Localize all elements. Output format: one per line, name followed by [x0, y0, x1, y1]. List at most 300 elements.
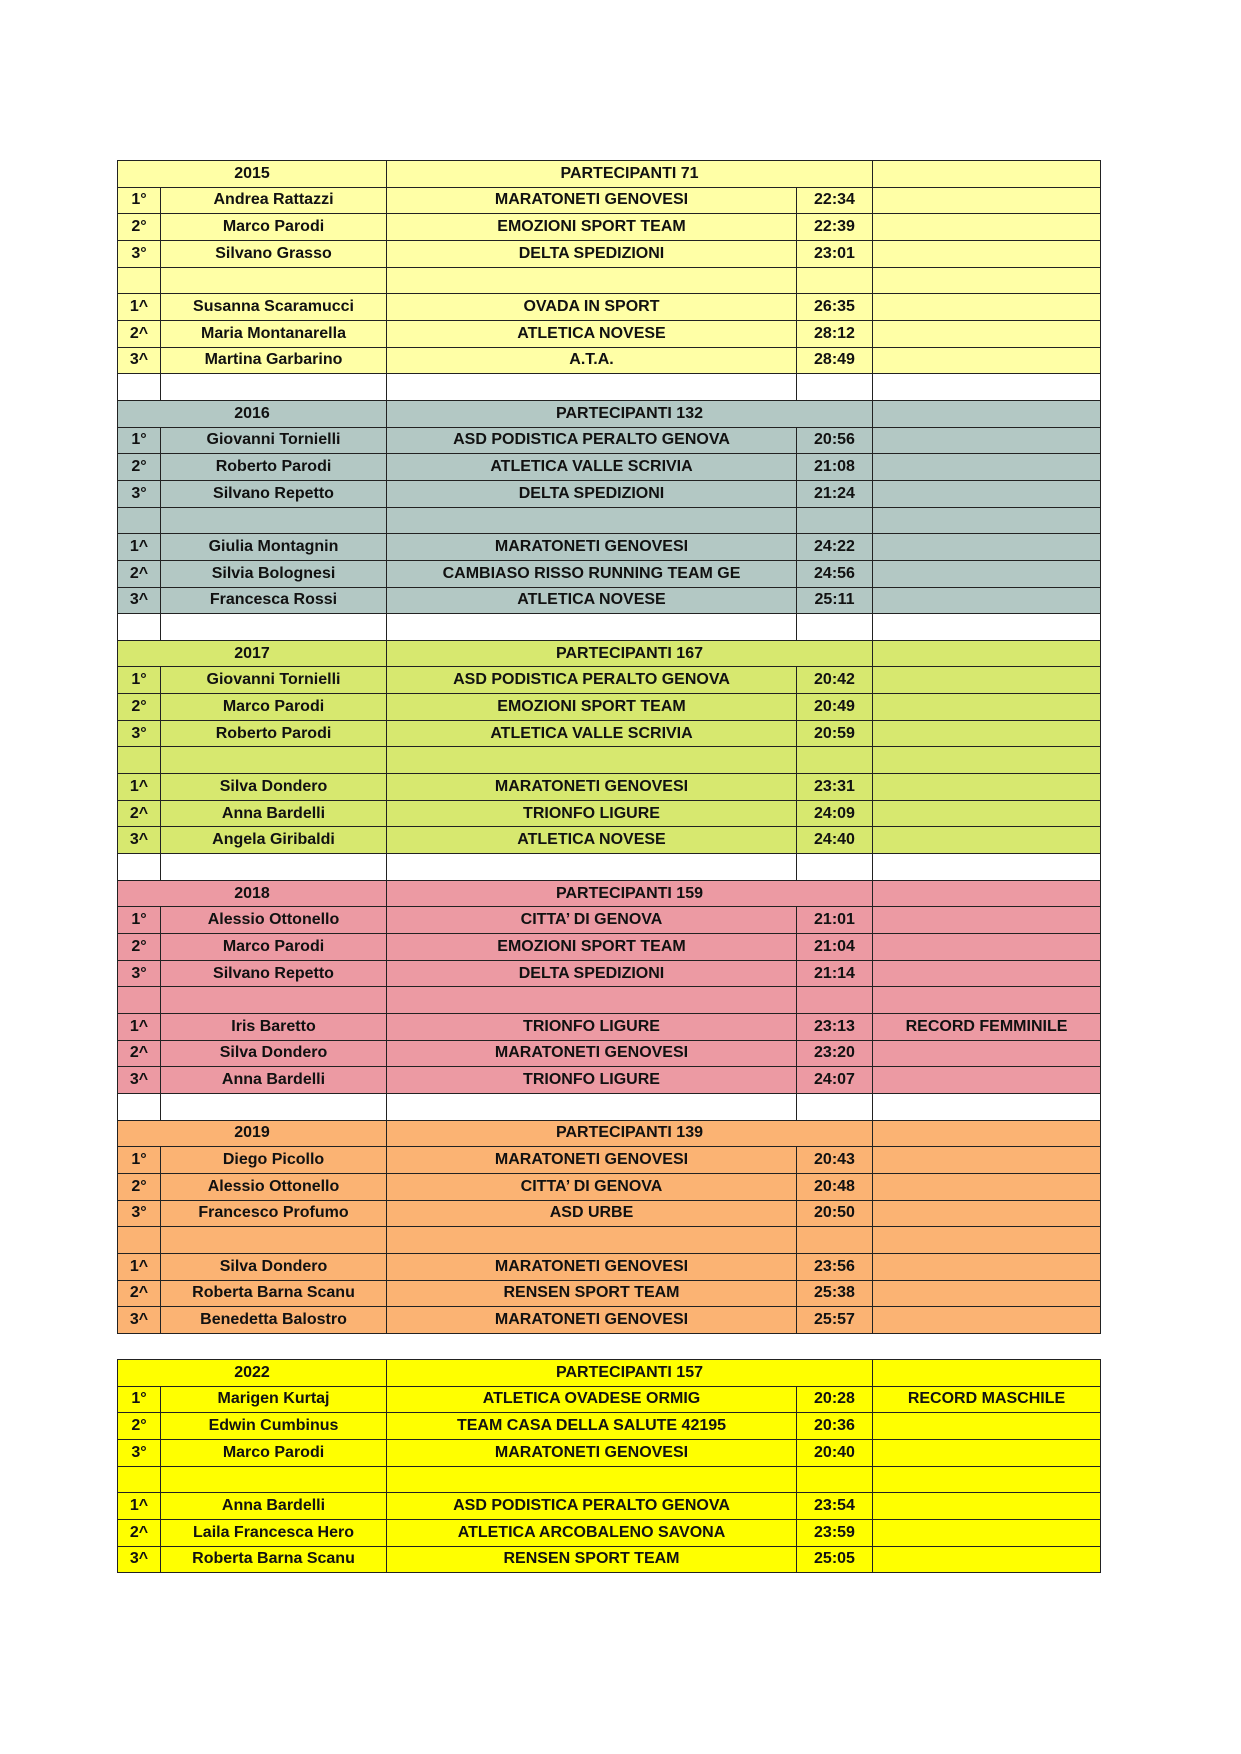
note-cell	[873, 1360, 1101, 1387]
empty-cell	[797, 854, 873, 881]
position: 1^	[118, 1014, 161, 1041]
empty-cell	[161, 1227, 387, 1254]
athlete-name: Marco Parodi	[161, 214, 387, 241]
women-result-row	[118, 1280, 1101, 1307]
team-name: TRIONFO LIGURE	[387, 1014, 797, 1041]
athlete-name: Alessio Ottonello	[161, 1173, 387, 1200]
athlete-name: Benedetta Balostro	[161, 1307, 387, 1334]
team-name: A.T.A.	[387, 347, 797, 374]
position: 3°	[118, 1439, 161, 1466]
year-header-row	[118, 1360, 1101, 1387]
empty-cell	[873, 854, 1101, 881]
empty-cell	[161, 614, 387, 641]
position: 3°	[118, 1200, 161, 1227]
empty-cell	[161, 1466, 387, 1493]
position: 3^	[118, 1307, 161, 1334]
athlete-name: Roberta Barna Scanu	[161, 1546, 387, 1573]
empty-cell	[797, 747, 873, 774]
team-name: ATLETICA ARCOBALENO SAVONA	[387, 1519, 797, 1546]
participants-label: PARTECIPANTI 157	[387, 1360, 873, 1387]
team-name: CAMBIASO RISSO RUNNING TEAM GE	[387, 560, 797, 587]
athlete-name: Diego Picollo	[161, 1147, 387, 1174]
spacer-row	[118, 854, 1101, 881]
note	[873, 1253, 1101, 1280]
position: 3°	[118, 720, 161, 747]
women-result-row	[118, 347, 1101, 374]
note	[873, 1493, 1101, 1520]
position: 3^	[118, 347, 161, 374]
note	[873, 1439, 1101, 1466]
team-name: ASD PODISTICA PERALTO GENOVA	[387, 1493, 797, 1520]
athlete-name: Silvano Grasso	[161, 240, 387, 267]
men-result-row	[118, 934, 1101, 961]
empty-cell	[161, 987, 387, 1014]
empty-cell	[161, 854, 387, 881]
note	[873, 427, 1101, 454]
note	[873, 240, 1101, 267]
note	[873, 534, 1101, 561]
team-name: ATLETICA VALLE SCRIVIA	[387, 454, 797, 481]
athlete-name: Laila Francesca Hero	[161, 1519, 387, 1546]
finish-time: 22:34	[797, 187, 873, 214]
women-result-row	[118, 1307, 1101, 1334]
empty-cell	[873, 507, 1101, 534]
note	[873, 587, 1101, 614]
empty-cell	[161, 374, 387, 401]
position: 2^	[118, 800, 161, 827]
position: 3°	[118, 960, 161, 987]
team-name: DELTA SPEDIZIONI	[387, 960, 797, 987]
women-result-row	[118, 534, 1101, 561]
note	[873, 214, 1101, 241]
men-result-row	[118, 960, 1101, 987]
year-header-row	[118, 1120, 1101, 1147]
finish-time: 20:42	[797, 667, 873, 694]
empty-cell	[797, 1093, 873, 1120]
women-result-row	[118, 1067, 1101, 1094]
note-cell	[873, 400, 1101, 427]
men-result-row	[118, 480, 1101, 507]
spacer-row	[118, 374, 1101, 401]
finish-time: 23:54	[797, 1493, 873, 1520]
note	[873, 1200, 1101, 1227]
note	[873, 1519, 1101, 1546]
separator-row	[118, 1466, 1101, 1493]
finish-time: 21:14	[797, 960, 873, 987]
empty-cell	[797, 374, 873, 401]
finish-time: 23:31	[797, 774, 873, 801]
men-result-row	[118, 1147, 1101, 1174]
empty-cell	[118, 1227, 161, 1254]
finish-time: 23:56	[797, 1253, 873, 1280]
position: 1°	[118, 1386, 161, 1413]
note	[873, 800, 1101, 827]
note-cell	[873, 880, 1101, 907]
team-name: ATLETICA NOVESE	[387, 320, 797, 347]
finish-time: 23:20	[797, 1040, 873, 1067]
empty-cell	[387, 614, 797, 641]
athlete-name: Silva Dondero	[161, 1253, 387, 1280]
separator-row	[118, 507, 1101, 534]
women-result-row	[118, 1493, 1101, 1520]
men-result-row	[118, 1413, 1101, 1440]
note	[873, 454, 1101, 481]
empty-cell	[873, 1093, 1101, 1120]
position: 1^	[118, 1493, 161, 1520]
team-name: MARATONETI GENOVESI	[387, 534, 797, 561]
position: 3^	[118, 827, 161, 854]
note	[873, 1307, 1101, 1334]
year-header-row	[118, 880, 1101, 907]
year-header-row	[118, 640, 1101, 667]
empty-cell	[873, 1466, 1101, 1493]
team-name: TRIONFO LIGURE	[387, 1067, 797, 1094]
empty-cell	[118, 267, 161, 294]
empty-cell	[797, 1227, 873, 1254]
women-result-row	[118, 294, 1101, 321]
athlete-name: Marco Parodi	[161, 934, 387, 961]
results-table-2022	[117, 1359, 1101, 1573]
note	[873, 720, 1101, 747]
women-result-row	[118, 587, 1101, 614]
empty-cell	[387, 987, 797, 1014]
athlete-name: Anna Bardelli	[161, 800, 387, 827]
note	[873, 560, 1101, 587]
position: 1^	[118, 534, 161, 561]
team-name: TEAM CASA DELLA SALUTE 42195	[387, 1413, 797, 1440]
team-name: MARATONETI GENOVESI	[387, 1439, 797, 1466]
athlete-name: Giulia Montagnin	[161, 534, 387, 561]
note	[873, 1147, 1101, 1174]
finish-time: 20:56	[797, 427, 873, 454]
results-table-2015-2019	[117, 160, 1101, 1334]
athlete-name: Francesca Rossi	[161, 587, 387, 614]
finish-time: 28:49	[797, 347, 873, 374]
empty-cell	[387, 1093, 797, 1120]
empty-cell	[873, 747, 1101, 774]
athlete-name: Francesco Profumo	[161, 1200, 387, 1227]
athlete-name: Marigen Kurtaj	[161, 1386, 387, 1413]
team-name: MARATONETI GENOVESI	[387, 1147, 797, 1174]
empty-cell	[118, 747, 161, 774]
note	[873, 774, 1101, 801]
finish-time: 23:59	[797, 1519, 873, 1546]
athlete-name: Alessio Ottonello	[161, 907, 387, 934]
empty-cell	[387, 374, 797, 401]
spacer-row	[118, 614, 1101, 641]
separator-row	[118, 267, 1101, 294]
finish-time: 20:40	[797, 1439, 873, 1466]
finish-time: 20:50	[797, 1200, 873, 1227]
empty-cell	[387, 267, 797, 294]
note	[873, 480, 1101, 507]
year-label: 2022	[118, 1360, 387, 1387]
empty-cell	[118, 987, 161, 1014]
empty-cell	[387, 747, 797, 774]
position: 1°	[118, 667, 161, 694]
finish-time: 26:35	[797, 294, 873, 321]
men-result-row	[118, 240, 1101, 267]
note	[873, 294, 1101, 321]
finish-time: 25:11	[797, 587, 873, 614]
empty-cell	[118, 374, 161, 401]
women-result-row	[118, 1546, 1101, 1573]
athlete-name: Silva Dondero	[161, 774, 387, 801]
participants-label: PARTECIPANTI 71	[387, 161, 873, 188]
note-cell	[873, 1120, 1101, 1147]
athlete-name: Martina Garbarino	[161, 347, 387, 374]
note: RECORD MASCHILE	[873, 1386, 1101, 1413]
team-name: MARATONETI GENOVESI	[387, 1307, 797, 1334]
position: 3^	[118, 1546, 161, 1573]
note	[873, 320, 1101, 347]
spacer-row	[118, 1093, 1101, 1120]
empty-cell	[118, 1466, 161, 1493]
finish-time: 28:12	[797, 320, 873, 347]
finish-time: 22:39	[797, 214, 873, 241]
women-result-row	[118, 827, 1101, 854]
position: 3°	[118, 240, 161, 267]
athlete-name: Roberto Parodi	[161, 720, 387, 747]
position: 1°	[118, 187, 161, 214]
note	[873, 1173, 1101, 1200]
finish-time: 24:09	[797, 800, 873, 827]
empty-cell	[161, 747, 387, 774]
position: 3^	[118, 1067, 161, 1094]
finish-time: 24:07	[797, 1067, 873, 1094]
empty-cell	[161, 1093, 387, 1120]
empty-cell	[387, 1227, 797, 1254]
men-result-row	[118, 667, 1101, 694]
empty-cell	[387, 507, 797, 534]
men-result-row	[118, 907, 1101, 934]
finish-time: 25:38	[797, 1280, 873, 1307]
team-name: TRIONFO LIGURE	[387, 800, 797, 827]
men-result-row	[118, 214, 1101, 241]
separator-row	[118, 987, 1101, 1014]
position: 1°	[118, 427, 161, 454]
men-result-row	[118, 187, 1101, 214]
empty-cell	[797, 614, 873, 641]
athlete-name: Silvia Bolognesi	[161, 560, 387, 587]
position: 3°	[118, 480, 161, 507]
athlete-name: Susanna Scaramucci	[161, 294, 387, 321]
men-result-row	[118, 1173, 1101, 1200]
empty-cell	[387, 854, 797, 881]
note	[873, 1040, 1101, 1067]
note	[873, 1546, 1101, 1573]
team-name: OVADA IN SPORT	[387, 294, 797, 321]
men-result-row	[118, 1386, 1101, 1413]
empty-cell	[873, 614, 1101, 641]
finish-time: 24:22	[797, 534, 873, 561]
women-result-row	[118, 1253, 1101, 1280]
position: 2°	[118, 1413, 161, 1440]
finish-time: 20:48	[797, 1173, 873, 1200]
note	[873, 1280, 1101, 1307]
note	[873, 187, 1101, 214]
team-name: RENSEN SPORT TEAM	[387, 1280, 797, 1307]
empty-cell	[387, 1466, 797, 1493]
finish-time: 20:43	[797, 1147, 873, 1174]
athlete-name: Angela Giribaldi	[161, 827, 387, 854]
athlete-name: Silvano Repetto	[161, 480, 387, 507]
team-name: CITTA’ DI GENOVA	[387, 1173, 797, 1200]
finish-time: 20:59	[797, 720, 873, 747]
year-label: 2019	[118, 1120, 387, 1147]
position: 3^	[118, 587, 161, 614]
team-name: DELTA SPEDIZIONI	[387, 480, 797, 507]
men-result-row	[118, 720, 1101, 747]
women-result-row	[118, 1014, 1101, 1041]
position: 1°	[118, 1147, 161, 1174]
finish-time: 24:40	[797, 827, 873, 854]
athlete-name: Iris Baretto	[161, 1014, 387, 1041]
finish-time: 20:28	[797, 1386, 873, 1413]
empty-cell	[873, 987, 1101, 1014]
athlete-name: Silva Dondero	[161, 1040, 387, 1067]
note	[873, 347, 1101, 374]
team-name: EMOZIONI SPORT TEAM	[387, 934, 797, 961]
position: 2^	[118, 1519, 161, 1546]
position: 2^	[118, 320, 161, 347]
empty-cell	[797, 507, 873, 534]
empty-cell	[873, 1227, 1101, 1254]
position: 2^	[118, 560, 161, 587]
athlete-name: Roberta Barna Scanu	[161, 1280, 387, 1307]
athlete-name: Marco Parodi	[161, 1439, 387, 1466]
empty-cell	[873, 374, 1101, 401]
team-name: ASD PODISTICA PERALTO GENOVA	[387, 667, 797, 694]
position: 1^	[118, 294, 161, 321]
finish-time: 25:57	[797, 1307, 873, 1334]
athlete-name: Anna Bardelli	[161, 1493, 387, 1520]
position: 2^	[118, 1040, 161, 1067]
empty-cell	[118, 1093, 161, 1120]
men-result-row	[118, 1439, 1101, 1466]
finish-time: 21:08	[797, 454, 873, 481]
team-name: EMOZIONI SPORT TEAM	[387, 214, 797, 241]
team-name: MARATONETI GENOVESI	[387, 1253, 797, 1280]
team-name: DELTA SPEDIZIONI	[387, 240, 797, 267]
note	[873, 907, 1101, 934]
men-result-row	[118, 454, 1101, 481]
empty-cell	[118, 507, 161, 534]
note: RECORD FEMMINILE	[873, 1014, 1101, 1041]
athlete-name: Giovanni Tornielli	[161, 427, 387, 454]
empty-cell	[797, 1466, 873, 1493]
position: 1^	[118, 1253, 161, 1280]
athlete-name: Andrea Rattazzi	[161, 187, 387, 214]
team-name: MARATONETI GENOVESI	[387, 774, 797, 801]
note	[873, 827, 1101, 854]
finish-time: 23:13	[797, 1014, 873, 1041]
women-result-row	[118, 1040, 1101, 1067]
women-result-row	[118, 774, 1101, 801]
participants-label: PARTECIPANTI 139	[387, 1120, 873, 1147]
position: 2°	[118, 214, 161, 241]
team-name: RENSEN SPORT TEAM	[387, 1546, 797, 1573]
year-label: 2015	[118, 161, 387, 188]
athlete-name: Maria Montanarella	[161, 320, 387, 347]
separator-row	[118, 747, 1101, 774]
team-name: ATLETICA NOVESE	[387, 827, 797, 854]
note	[873, 1413, 1101, 1440]
finish-time: 20:36	[797, 1413, 873, 1440]
men-result-row	[118, 1200, 1101, 1227]
women-result-row	[118, 320, 1101, 347]
empty-cell	[118, 614, 161, 641]
note	[873, 1067, 1101, 1094]
men-result-row	[118, 427, 1101, 454]
note-cell	[873, 640, 1101, 667]
athlete-name: Silvano Repetto	[161, 960, 387, 987]
note-cell	[873, 161, 1101, 188]
participants-label: PARTECIPANTI 159	[387, 880, 873, 907]
athlete-name: Giovanni Tornielli	[161, 667, 387, 694]
athlete-name: Edwin Cumbinus	[161, 1413, 387, 1440]
year-header-row	[118, 400, 1101, 427]
women-result-row	[118, 800, 1101, 827]
separator-row	[118, 1227, 1101, 1254]
team-name: CITTA’ DI GENOVA	[387, 907, 797, 934]
finish-time: 20:49	[797, 694, 873, 721]
year-header-row	[118, 161, 1101, 188]
empty-cell	[161, 267, 387, 294]
position: 1^	[118, 774, 161, 801]
empty-cell	[797, 987, 873, 1014]
year-label: 2016	[118, 400, 387, 427]
finish-time: 24:56	[797, 560, 873, 587]
finish-time: 21:04	[797, 934, 873, 961]
finish-time: 21:24	[797, 480, 873, 507]
team-name: MARATONETI GENOVESI	[387, 1040, 797, 1067]
year-label: 2017	[118, 640, 387, 667]
position: 2°	[118, 694, 161, 721]
athlete-name: Roberto Parodi	[161, 454, 387, 481]
men-result-row	[118, 694, 1101, 721]
note	[873, 694, 1101, 721]
women-result-row	[118, 560, 1101, 587]
note	[873, 934, 1101, 961]
year-label: 2018	[118, 880, 387, 907]
team-name: ATLETICA VALLE SCRIVIA	[387, 720, 797, 747]
athlete-name: Anna Bardelli	[161, 1067, 387, 1094]
empty-cell	[873, 267, 1101, 294]
empty-cell	[118, 854, 161, 881]
position: 2°	[118, 454, 161, 481]
athlete-name: Marco Parodi	[161, 694, 387, 721]
team-name: ASD URBE	[387, 1200, 797, 1227]
note	[873, 667, 1101, 694]
team-name: ASD PODISTICA PERALTO GENOVA	[387, 427, 797, 454]
position: 1°	[118, 907, 161, 934]
finish-time: 25:05	[797, 1546, 873, 1573]
women-result-row	[118, 1519, 1101, 1546]
team-name: MARATONETI GENOVESI	[387, 187, 797, 214]
position: 2^	[118, 1280, 161, 1307]
participants-label: PARTECIPANTI 167	[387, 640, 873, 667]
position: 2°	[118, 934, 161, 961]
team-name: EMOZIONI SPORT TEAM	[387, 694, 797, 721]
note	[873, 960, 1101, 987]
team-name: ATLETICA OVADESE ORMIG	[387, 1386, 797, 1413]
team-name: ATLETICA NOVESE	[387, 587, 797, 614]
empty-cell	[797, 267, 873, 294]
empty-cell	[161, 507, 387, 534]
finish-time: 21:01	[797, 907, 873, 934]
finish-time: 23:01	[797, 240, 873, 267]
